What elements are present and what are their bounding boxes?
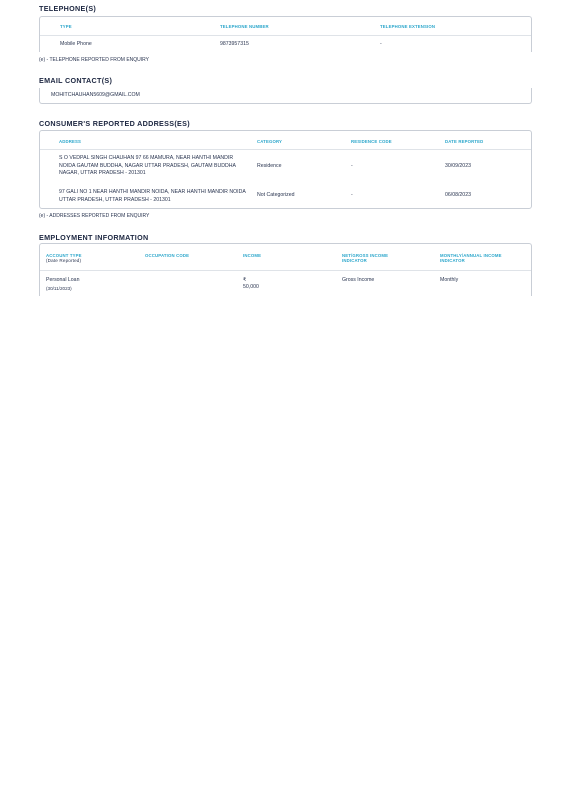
address-category: Residence [257,163,282,169]
col-address: ADDRESS [59,139,82,144]
col-residence-code: RESIDENCE CODE [351,139,392,144]
address-residence-code: - [351,192,353,198]
divider [40,35,531,36]
addresses-table [39,130,532,209]
employment-monthly-annual: Monthly [440,277,459,283]
addresses-title: CONSUMER'S REPORTED ADDRESS(ES) [39,119,190,128]
telephones-note: (e) - TELEPHONE REPORTED FROM ENQUIRY [39,57,150,63]
col-income: INCOME [243,253,262,258]
employment-date: (30/11/2023) [46,286,72,291]
telephone-extension: - [380,41,382,47]
col-category: CATEGORY [257,139,283,144]
col-telephone-number: TELEPHONE NUMBER [220,24,269,29]
employment-table [39,243,532,296]
col-telephone-extension: TELEPHONE EXTENSION [380,24,436,29]
divider [40,270,531,271]
emails-title: EMAIL CONTACT(S) [39,76,113,85]
account-type-subheader: (Date Reported) [46,258,82,263]
col-net-gross-indicator: NET/GROSS INCOME INDICATOR [342,253,389,263]
rupee-icon: ₹ [243,277,247,283]
col-type: TYPE [60,24,72,29]
employment-income: 50,000 [243,284,259,290]
col-monthly-annual-indicator: MONTHLY/ANNUAL INCOME INDICATOR [440,253,502,263]
divider [40,149,531,150]
address-text: 97 GALI NO 1 NEAR HANTHI MANDIR NOIDA, NEAR HANTHI MANDIR NOIDA UTTAR PRADESH, UTTAR PRADESH - 201301 [59,189,246,203]
address-residence-code: - [351,163,353,169]
address-date: 30/09/2023 [445,163,471,169]
employment-title: EMPLOYMENT INFORMATION [39,233,149,242]
telephones-title: TELEPHONE(S) [39,4,97,13]
address-date: 06/08/2023 [445,192,471,198]
employment-account-type: Personal Loan [46,277,80,283]
address-text: S O VEDPAL SINGH CHAUHAN 97 66 MAMURA, NEAR HANTHI MANDIR NOIDA GAUTAM BUDDHA, NAGAR UTTAR PRADESH, GAUTAM BUDDHA NAGAR, UTTAR PRADESH - 201301 [59,155,236,177]
employment-net-gross: Gross Income [342,277,375,283]
col-date-reported: DATE REPORTED [445,139,484,144]
account-type-header: ACCOUNT TYPE [46,253,82,258]
telephones-table [39,16,532,52]
col-occupation-code: OCCUPATION CODE [145,253,190,258]
addresses-note: (e) - ADDRESSES REPORTED FROM ENQUIRY [39,213,150,219]
email-item: MOHITCHAUHAN5609@GMAIL.COM [51,92,140,98]
col-account-type [46,253,82,263]
address-category: Not Categorized [257,192,295,198]
telephone-number: 9873957315 [220,41,249,47]
emails-box [39,88,532,104]
telephone-type: Mobile Phone [60,41,92,47]
